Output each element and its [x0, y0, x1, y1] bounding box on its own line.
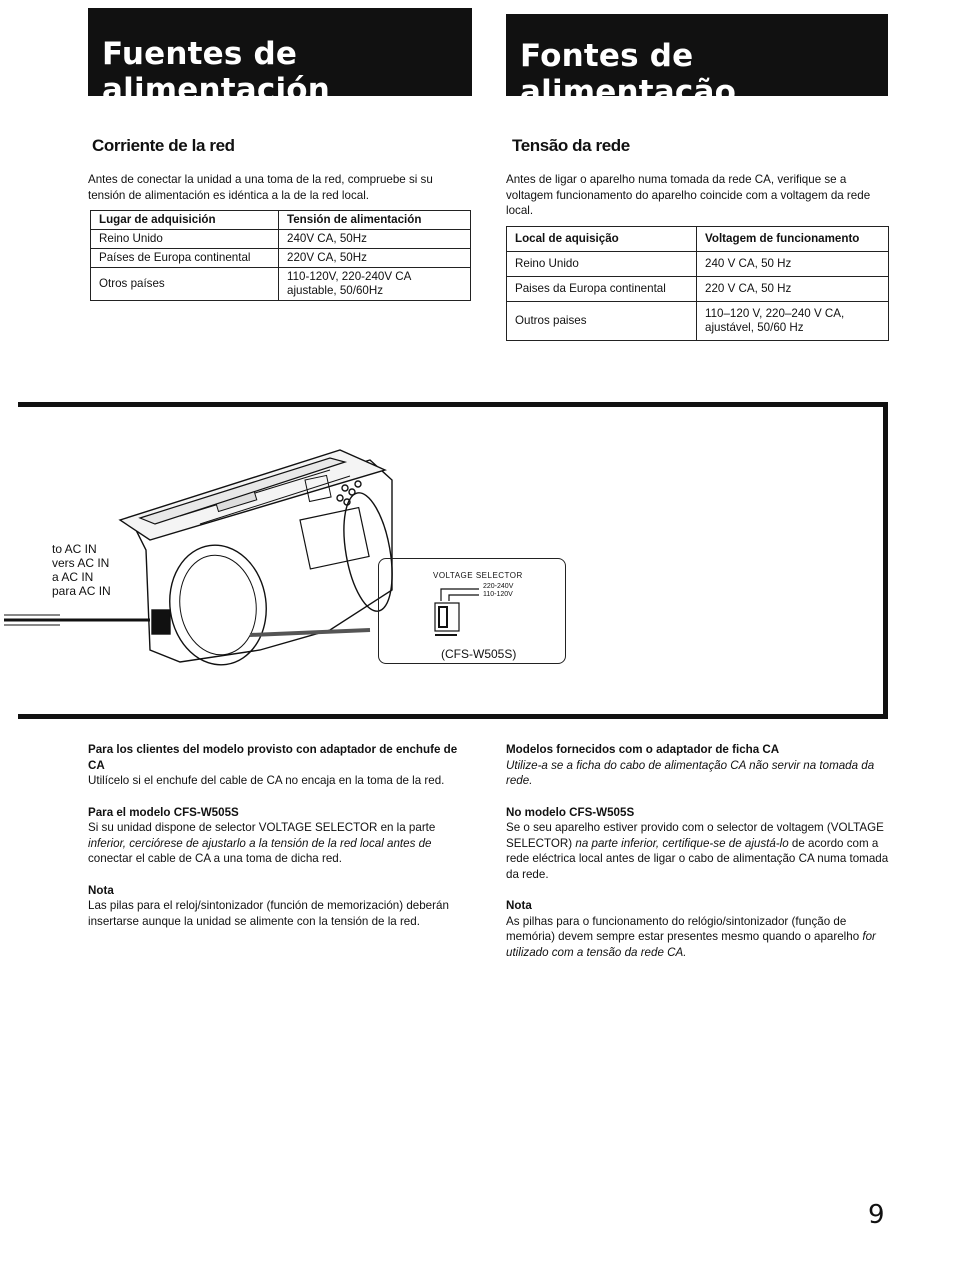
table-cell: Reino Unido — [507, 252, 697, 277]
pt-voltage-table — [506, 226, 889, 341]
pt-note-body-a: As pilhas para o funcionamento do relógio/sintonizador (função de memória) devem sempre estar presentes mesmo quando o aparelho — [506, 914, 863, 943]
table-cell: Reino Unido — [91, 230, 279, 249]
pt-note-body-b: for utilizado com a tensão da rede CA. — [506, 930, 876, 959]
pt-adapter-body-text: Utilize-a se a ficha do cabo de alimentação CA não servir na tomada da rede. — [506, 758, 875, 787]
es-banner — [88, 8, 472, 108]
es-banner-title: Fuentes de alimentación — [102, 36, 331, 108]
plug-icon — [152, 610, 170, 634]
es-model-body — [88, 820, 472, 867]
es-adapter-title: Para los clientes del modelo provisto con adaptador de enchufe de CA — [88, 743, 458, 772]
pt-adapter-title: Modelos fornecidos com o adaptador de ficha CA — [506, 743, 780, 756]
table-header-row — [507, 227, 889, 252]
table-cell: Outros paises — [507, 302, 697, 341]
page-number: 9 — [868, 1200, 885, 1230]
table-header: Lugar de adquisición — [91, 211, 279, 230]
table-cell: 220 V CA, 50 Hz — [697, 277, 889, 302]
ac-label: para AC IN — [52, 584, 111, 598]
es-model-body-b: inferior, cerciórese de ajustarlo a la tensión de la red local antes de — [88, 836, 432, 850]
selector-high-label: 220-240V — [483, 583, 514, 590]
table-cell: Otros países — [91, 268, 279, 301]
es-adapter-body: Utilícelo si el enchufe del cable de CA no encaja en la toma de la red. — [88, 774, 445, 787]
selector-low-label: 110-120V — [483, 591, 513, 598]
table-row — [91, 230, 471, 249]
table-header: Tensión de alimentación — [279, 211, 471, 230]
ac-label: vers AC IN — [52, 556, 110, 570]
diagram-bottom-rule — [18, 714, 888, 719]
es-voltage-table — [90, 210, 471, 301]
selector-model-label: (CFS-W505S) — [441, 647, 517, 661]
pt-intro: Antes de ligar o aparelho numa tomada da rede CA, verifique se a voltagem funcionamento do aparelho coincide com a voltagem da rede local. — [506, 173, 871, 217]
pt-model-body — [506, 820, 890, 882]
pt-banner-title: Fontes de alimentação — [520, 38, 737, 110]
table-row — [507, 252, 889, 277]
pt-note-body — [506, 914, 890, 961]
pt-notes — [506, 742, 890, 960]
diagram-top-rule — [18, 402, 888, 407]
es-model-body-c: conectar el cable de CA a una toma de dicha red. — [88, 852, 342, 865]
boombox-illustration — [0, 440, 400, 670]
ac-label: a AC IN — [52, 570, 94, 584]
table-header-row — [91, 211, 471, 230]
es-subhead: Corriente de la red — [92, 136, 235, 155]
es-note-body: Las pilas para el reloj/sintonizador (función de memorización) deberán insertarse aunque la unidad se alimente con la tensión de la red. — [88, 899, 449, 928]
table-row — [91, 268, 471, 301]
es-note-title: Nota — [88, 883, 114, 897]
es-model-title: Para el modelo CFS-W505S — [88, 805, 239, 819]
table-cell: 220V CA, 50Hz — [279, 249, 471, 268]
table-row — [507, 302, 889, 341]
table-row — [91, 249, 471, 268]
table-cell: 110–120 V, 220–240 V CA, ajustável, 50/60 Hz — [697, 302, 889, 341]
table-cell: 240V CA, 50Hz — [279, 230, 471, 249]
pt-model-body-c: de acordo com a rede eléctrica local antes de ligar o cabo de alimentação CA numa tomada da rede. — [506, 836, 889, 881]
table-cell: 110-120V, 220-240V CA ajustable, 50/60Hz — [279, 268, 471, 301]
cassette-deck — [300, 508, 369, 569]
selector-switch-icon — [429, 581, 499, 641]
pt-subhead: Tensão da rede — [512, 136, 630, 155]
pt-note-title: Nota — [506, 899, 532, 912]
table-row — [507, 277, 889, 302]
pt-model-title: No modelo CFS-W505S — [506, 805, 635, 819]
es-notes — [88, 742, 472, 929]
table-header: Local de aquisição — [507, 227, 697, 252]
table-cell: Países de Europa continental — [91, 249, 279, 268]
selector-title: VOLTAGE SELECTOR — [433, 571, 523, 580]
table-cell: Paises da Europa continental — [507, 277, 697, 302]
table-header: Voltagem de funcionamento — [697, 227, 889, 252]
ac-label: to AC IN — [52, 542, 97, 556]
pt-model-body-b: na parte inferior, certifique-se de ajustá-lo — [575, 836, 789, 850]
voltage-selector-callout — [378, 558, 566, 664]
pt-adapter-body — [506, 758, 890, 789]
es-intro: Antes de conectar la unidad a una toma de la red, compruebe si su tensión de alimentación es idéntica a la de la red local. — [88, 173, 433, 202]
pt-model-body-a: Se o seu aparelho estiver provido com o selector de voltagem (VOLTAGE SELECTOR) — [506, 821, 884, 850]
diagram-right-rule — [883, 402, 888, 719]
pt-banner — [506, 14, 888, 110]
table-cell: 240 V CA, 50 Hz — [697, 252, 889, 277]
es-model-body-a: Si su unidad dispone de selector VOLTAGE SELECTOR en la parte — [88, 821, 436, 834]
